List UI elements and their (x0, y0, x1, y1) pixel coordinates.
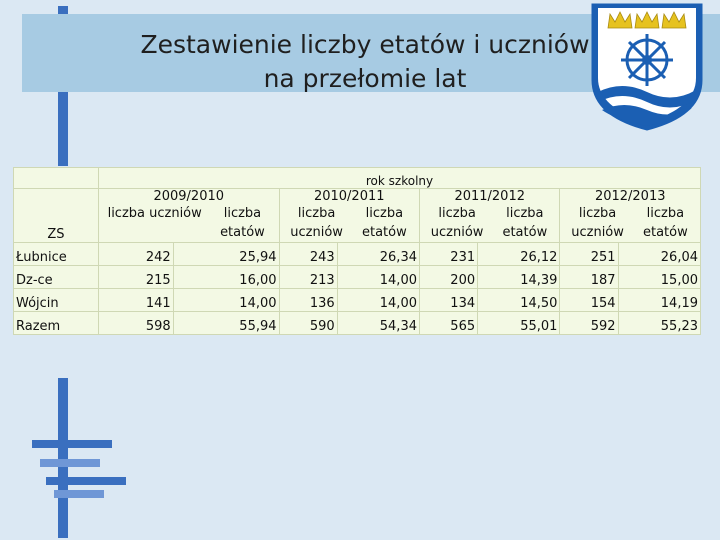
header-row-years (14, 189, 701, 243)
header-row-rok (14, 168, 701, 189)
page-title (100, 28, 630, 96)
title-line-1: Zestawienie liczby etatów i uczniów (140, 30, 590, 59)
year-header: 2012/2013 liczba uczniów liczba etatów (560, 189, 701, 243)
table-row: Dz-ce 215 16,00 213 14,00 200 14,39 187 15,00 (14, 266, 701, 289)
year-header: 2010/2011 liczba uczniów liczba etatów (279, 189, 419, 243)
table-row: Razem 598 55,94 590 54,34 565 55,01 592 55,23 (14, 312, 701, 335)
deco-bar-h7 (54, 490, 104, 498)
deco-bar-h5 (40, 459, 100, 467)
year-header: 2009/2010 liczba uczniów liczba etatów (99, 189, 280, 243)
school-header: ZS (47, 227, 65, 242)
deco-bar-h4 (32, 440, 112, 448)
data-table (13, 167, 701, 335)
crown-shield-icon (588, 0, 706, 132)
deco-bar-h6 (46, 477, 126, 485)
rok-szkolny-header: rok szkolny (99, 168, 701, 189)
title-line-2: na przełomie lat (263, 64, 467, 93)
table-row: Łubnice 242 25,94 243 26,34 231 26,12 251 26,04 (14, 243, 701, 266)
table-row: Wójcin 141 14,00 136 14,00 134 14,50 154 14,19 (14, 289, 701, 312)
year-header: 2011/2012 liczba uczniów liczba etatów (419, 189, 559, 243)
deco-bar-vertical-bottom (58, 378, 68, 538)
